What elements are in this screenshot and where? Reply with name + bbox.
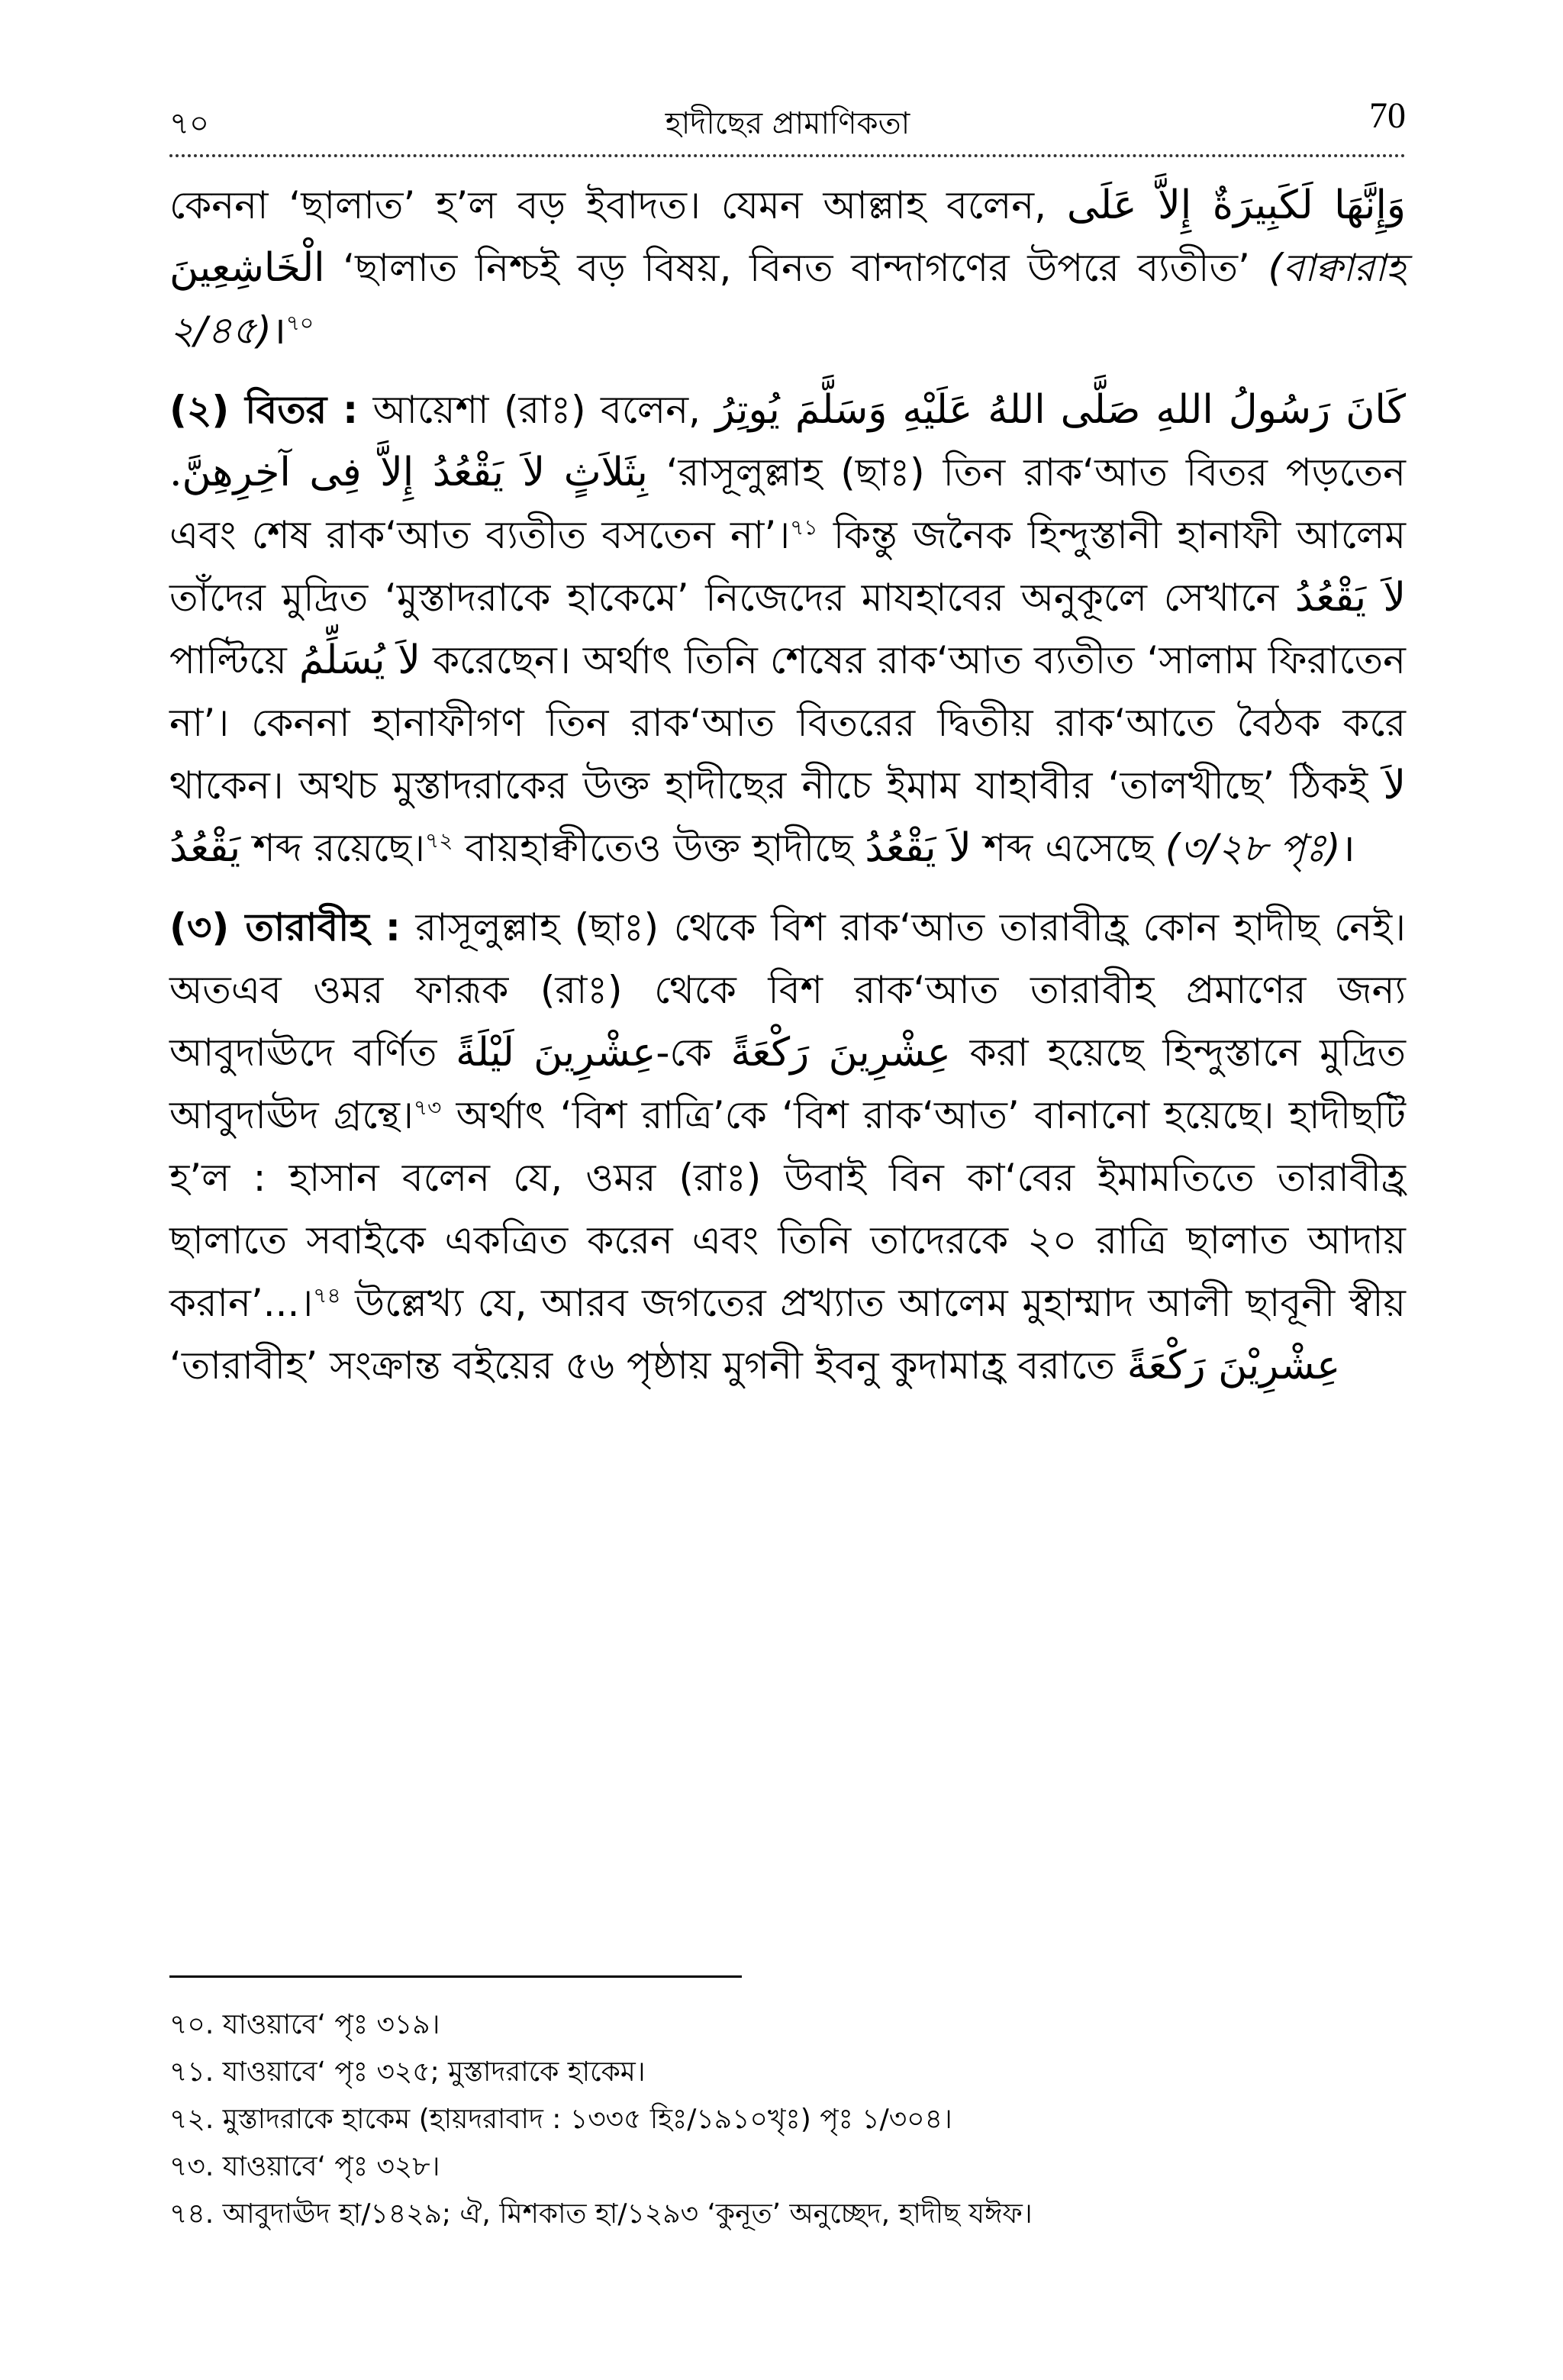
arabic-phrase: لاَ يَقْعُدُ (1294, 575, 1406, 621)
body-text: রাসূলুল্লাহ (ছাঃ) থেকে বিশ রাক‘আত তারাবীহ্র কোন হাদীছ নেই। অতএব ওমর ফারূক (রাঃ) থেকে বিশ রাক‘আত তারাবীহ প্রমাণের জন্য আবুদাঊদে বর্ণিত (169, 905, 1406, 1075)
arabic-phrase: لاَ يَقْعُدُ (169, 763, 1406, 871)
footnote-71: ৭১. যাওয়াবে‘ পৃঃ ৩২৫; মুস্তাদরাকে হাকেম। (169, 2056, 646, 2088)
body-text: কিন্তু জনৈক হিন্দুস্তানী হানাফী আলেম তাঁদের মুদ্রিত ‘মুস্তাদরাকে হাকেমে’ নিজেদের মাযহাবের অনুকূলে সেখানে (169, 513, 1406, 620)
arabic-phrase: عِشْرِينَ رَكْعَةً (730, 1030, 951, 1076)
body-text: উল্লেখ্য যে, আরব জগতের প্রখ্যাত আলেম মুহাম্মাদ আলী ছাবূনী স্বীয় ‘তারাবীহ’ সংক্রান্ত বইয়ের ৫৬ পৃষ্ঠায় মুগনী ইবনু কুদামাহ্র বরাতে (169, 1281, 1406, 1388)
quran-reference: (বাক্বারাহ ২/৪৫) (169, 246, 1406, 353)
header-dotted-rule (169, 154, 1406, 157)
footnote-70: ৭০. যাওয়াবে‘ পৃঃ ৩১৯। (169, 2009, 440, 2040)
body-text: শব্দ এসেছে (983, 826, 1153, 870)
running-header (169, 93, 1406, 157)
footnote-marker: ৭০ (285, 310, 314, 336)
arabic-phrase: لاَ يُسَلِّمُ (298, 637, 421, 683)
footnote-marker: ৭৩ (413, 1095, 442, 1121)
sentence-end: । (1340, 826, 1355, 870)
translation-text: ‘রাসূলুল্লাহ (ছাঃ) তিন রাক‘আত বিতর পড়তেন এবং শেষ রাক‘আত ব্যতীত বসতেন না’। (169, 450, 1406, 557)
footnote-marker: ৭২ (425, 827, 453, 853)
arabic-quote: وَإِنَّهَا لَكَبِيرَةٌ إِلاَّ عَلَى الْخَاشِعِينَ (169, 182, 1407, 291)
intro-text: আয়েশা (রাঃ) বলেন, (372, 388, 701, 432)
arabic-phrase: عِشْرِينَ لَيْلَةً (456, 1030, 656, 1076)
paragraph-salat (169, 174, 1406, 362)
footnote-marker: ৭৪ (313, 1282, 341, 1308)
arabic-phrase: لاَ يَقْعُدُ (865, 825, 972, 871)
page-number-latin: 70 (1369, 95, 1406, 136)
paragraph-witr (169, 379, 1406, 879)
footnote-74: ৭৪. আবুদাঊদ হা/১৪২৯; ঐ, মিশকাত হা/১২৯৩ ‘কুনূত’ অনুচ্ছেদ, হাদীছ যঈফ। (169, 2198, 1033, 2230)
body-text: -কে (656, 1030, 712, 1075)
footnote-marker: ৭১ (790, 514, 818, 540)
body-text: শব্দ রয়েছে। (253, 826, 425, 870)
body-text: করেছেন। অর্থাৎ তিনি শেষের রাক‘আত ব্যতীত ‘সালাম ফিরাতেন না’। কেননা হানাফীগণ তিন রাক‘আত বিতরের দ্বিতীয় রাক‘আতে বৈঠক করে থাকেন। অথচ মুস্তাদরাকের উক্ত হাদীছের নীচে ইমাম যাহাবীর ‘তালখীছে’ ঠিকই (169, 638, 1406, 808)
paragraph-tarawih (169, 896, 1406, 1397)
body-text: করা হয়েছে হিন্দুস্তানে মুদ্রিত আবুদাঊদ গ্রন্থে। (169, 1030, 1406, 1137)
body-text: বায়হাক্বীতেও উক্ত হাদীছে (465, 826, 853, 870)
page-number-bengali: ৭০ (169, 106, 210, 141)
intro-text: কেননা ‘ছালাত’ হ’ল বড় ইবাদত। যেমন আল্লাহ বলেন, (169, 183, 1046, 227)
footnote-72: ৭২. মুস্তাদরাকে হাকেম (হায়দরাবাদ : ১৩৩৫ হিঃ/১৯১০খৃঃ) পৃঃ ১/৩০৪। (169, 2104, 952, 2135)
sentence-end: । (271, 308, 286, 353)
footnote-separator (169, 1975, 742, 1978)
section-heading: (২) বিতর : (169, 388, 359, 432)
running-title: হাদীছের প্রামাণিকতা (665, 106, 910, 141)
arabic-hadith: كَانَ رَسُولُ اللهِ صَلَّى اللهُ عَلَيْهِ وَسَلَّمَ يُوتِرُ بِثَلاَثٍ لاَ يَقْعُدُ إِلاَّ فِى آخِرِهِنَّ. (169, 387, 1406, 495)
body-text: পাল্টিয়ে (169, 638, 287, 682)
section-heading: (৩) তারাবীহ : (169, 905, 401, 950)
footnote-73: ৭৩. যাওয়াবে‘ পৃঃ ৩২৮। (169, 2151, 440, 2182)
arabic-phrase: عِشْرِيْنَ رَكْعَةً (1126, 1343, 1341, 1388)
footnotes (169, 2001, 1406, 2238)
main-text (169, 174, 1406, 1397)
source-reference: (৩/২৮ পৃঃ) (1165, 826, 1341, 870)
body-text: অর্থাৎ ‘বিশ রাত্রি’কে ‘বিশ রাক‘আত’ বানানো হয়েছে। হাদীছটি হ’ল : হাসান বলেন যে, ওমর (রাঃ) উবাই বিন কা‘বের ইমামতিতে তারাবীহ্র ছালাতে সবাইকে একত্রিত করেন এবং তিনি তাদেরকে ২০ রাত্রি ছালাত আদায় করান’...। (169, 1093, 1406, 1325)
translation-text: ‘ছালাত নিশ্চই বড় বিষয়, বিনত বান্দাগণের উপরে ব্যতীত’ (343, 246, 1250, 290)
